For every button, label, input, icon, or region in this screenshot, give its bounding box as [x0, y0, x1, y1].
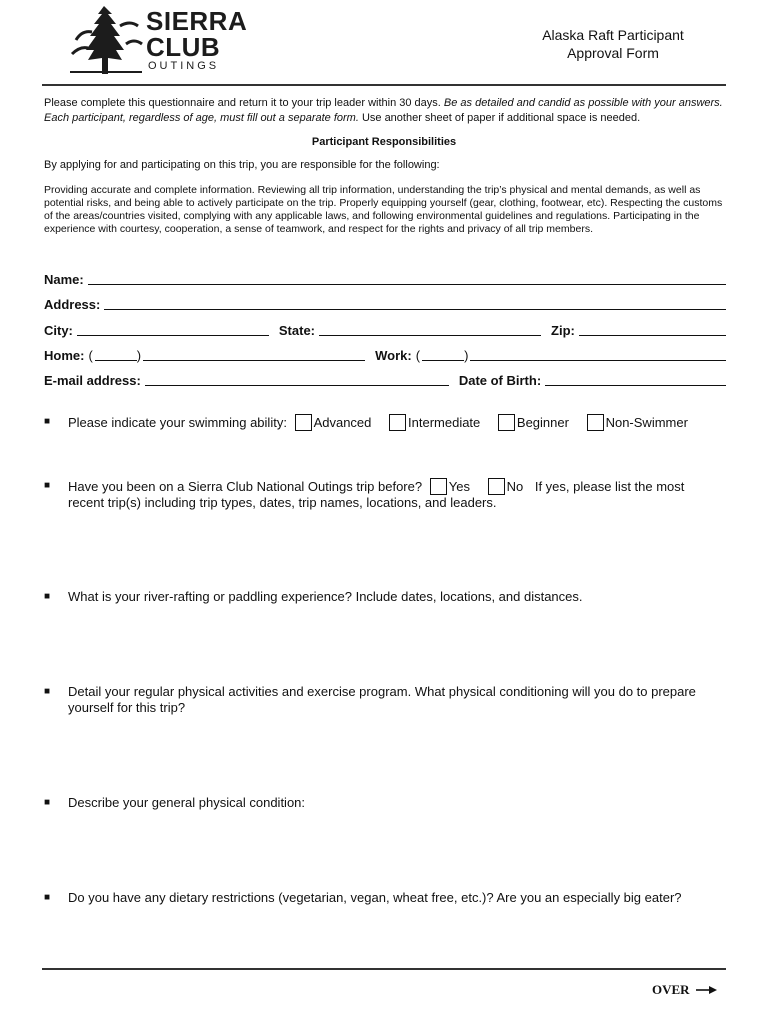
- option-non-swimmer: Non-Swimmer: [605, 415, 688, 430]
- phone-row: [44, 343, 726, 363]
- sierra-club-logo: [68, 4, 248, 76]
- zip-field[interactable]: [579, 321, 726, 336]
- city-field[interactable]: [77, 321, 269, 336]
- work-label: Work:: [375, 348, 412, 363]
- square-bullet-icon: ■: [44, 416, 51, 427]
- over-label: OVER: [652, 982, 690, 997]
- name-field[interactable]: [88, 270, 726, 285]
- checkbox-yes[interactable]: [430, 478, 447, 495]
- option-intermediate: Intermediate: [408, 415, 481, 430]
- responsibilities-body: Providing accurate and complete information. Reviewing all trip information, understanding the trip’s physical and mental demands, as well as potential risks, and being able to actively participate on the trip. Properly equipping yourself (gear, clothing, footwear, etc). Respecting the customs of the areas/countries visited, complying with any applicable laws, and following environmental guidelines and regulations. Participating in the experience with courtesy, cooperation, a sense of teamwork, and respect for the rights and privacy of all trip members.: [44, 184, 723, 235]
- swimming-prompt: Please indicate your swimming ability:: [68, 415, 287, 430]
- intro-italic: Be as detailed and candid as possible with your answers. Each participant, regardless of age, must fill out a separate form.: [44, 97, 723, 124]
- responsibilities-lead: By applying for and participating on this trip, you are responsible for the following:: [44, 159, 440, 171]
- home-label: Home:: [44, 348, 85, 363]
- logo-text-club: CLUB: [146, 32, 221, 62]
- dietary-prompt: Do you have any dietary restrictions (vegetarian, vegan, wheat free, etc.)? Are you an especially big eater?: [68, 890, 682, 905]
- dob-field[interactable]: [545, 371, 726, 386]
- checkbox-intermediate[interactable]: [389, 414, 406, 431]
- intro-paragraph: [44, 96, 724, 126]
- home-phone-field[interactable]: [143, 346, 365, 361]
- form-title-line2: Approval Form: [567, 45, 659, 61]
- dob-label: Date of Birth:: [458, 373, 542, 388]
- logo-text-sierra: SIERRA: [146, 6, 248, 36]
- intro-tail: Use another sheet of paper if additional space is needed.: [358, 112, 641, 124]
- right-arrow-icon: [696, 985, 718, 995]
- option-no: No: [506, 479, 524, 494]
- form-title: [500, 26, 726, 62]
- footer-divider: [42, 968, 726, 970]
- address-row: [44, 292, 726, 312]
- intro-plain: Please complete this questionnaire and return it to your trip leader within 30 days.: [44, 97, 444, 109]
- home-area-open: (: [88, 348, 93, 363]
- city-state-zip-row: [44, 318, 726, 338]
- condition-prompt: Describe your general physical condition:: [68, 795, 306, 810]
- checkbox-non-swimmer[interactable]: [587, 414, 604, 431]
- checkbox-advanced[interactable]: [295, 414, 312, 431]
- name-row: [44, 267, 726, 287]
- logo-text-outings: OUTINGS: [148, 60, 220, 72]
- sequoia-tree-icon: [68, 4, 144, 76]
- square-bullet-icon: ■: [44, 591, 51, 602]
- home-area-code-field[interactable]: [95, 346, 137, 361]
- over-indicator: [652, 982, 718, 998]
- option-yes: Yes: [448, 479, 470, 494]
- square-bullet-icon: ■: [44, 892, 51, 903]
- name-label: Name:: [44, 272, 84, 287]
- work-area-open: (: [415, 348, 421, 363]
- state-label: State:: [278, 323, 316, 338]
- city-label: City:: [44, 323, 73, 338]
- square-bullet-icon: ■: [44, 686, 51, 697]
- prior-trip-prompt: Have you been on a Sierra Club National Outings trip before?: [68, 479, 423, 494]
- work-area-code-field[interactable]: [422, 346, 464, 361]
- square-bullet-icon: ■: [44, 480, 51, 491]
- prior-trip-line2: recent trip(s) including trip types, dates, trip names, locations, and leaders.: [68, 495, 497, 510]
- responsibilities-heading: Participant Responsibilities: [311, 136, 457, 148]
- form-title-line1: Alaska Raft Participant: [542, 27, 684, 43]
- option-advanced: Advanced: [313, 415, 372, 430]
- email-label: E-mail address:: [44, 373, 141, 388]
- header-divider: [42, 84, 726, 86]
- work-phone-field[interactable]: [470, 346, 726, 361]
- checkbox-beginner[interactable]: [498, 414, 515, 431]
- address-field[interactable]: [104, 295, 726, 310]
- home-area-close: ): [136, 348, 142, 363]
- checkbox-no[interactable]: [488, 478, 505, 495]
- rafting-prompt: What is your river-rafting or paddling experience? Include dates, locations, and distances.: [68, 589, 583, 604]
- email-dob-row: [44, 368, 726, 388]
- zip-label: Zip:: [551, 323, 575, 338]
- work-area-close: ): [464, 348, 469, 363]
- address-label: Address:: [44, 297, 101, 312]
- state-field[interactable]: [319, 321, 541, 336]
- square-bullet-icon: ■: [44, 797, 51, 808]
- prior-trip-followup: If yes, please list the most: [534, 479, 685, 494]
- email-field[interactable]: [145, 371, 449, 386]
- option-beginner: Beginner: [516, 415, 569, 430]
- activities-prompt: Detail your regular physical activities and exercise program. What physical conditioning will you do to prepare yourself for this trip?: [68, 684, 696, 715]
